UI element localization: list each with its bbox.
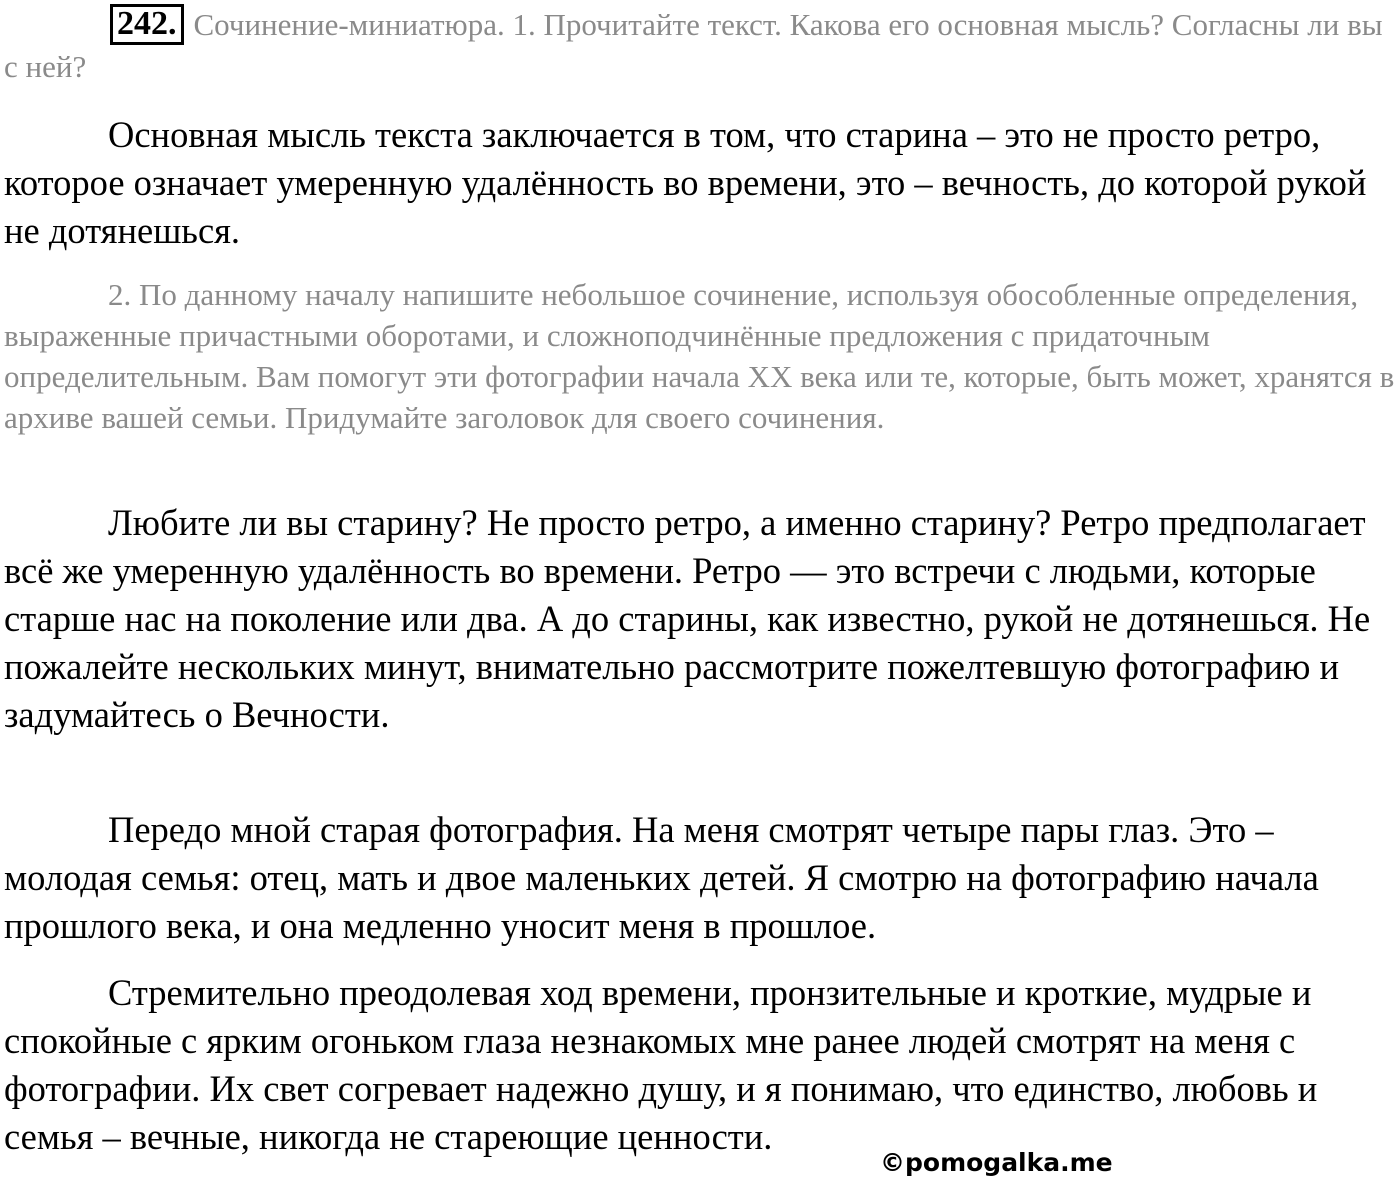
task-instruction-2: 2. По данному началу напишите небольшое сочинение, используя обособленные определения, выраженные причастными оборотами, и сложноподчинённые предложения с придаточным определительным. Вам помогут эти фотографии начала XX века или те, которые, быть может, хранятся в архиве вашей семьи. Придумайте заголовок для своего сочинения.	[4, 277, 1395, 435]
task-header	[4, 4, 1396, 88]
answer-main-idea: Основная мысль текста заключается в том, что старина – это не просто ретро, которое означает умеренную удалённость во времени, это – вечность, до которой рукой не дотянешься.	[4, 114, 1367, 251]
essay-paragraph-3: Стремительно преодолевая ход времени, пронзительные и кроткие, мудрые и спокойные с ярким огоньком глаза незнакомых мне ранее людей смотрят на меня с фотографии. Их свет согревает надежно душу, и я понимаю, что единство, любовь и семья – вечные, никогда не стареющие ценности.	[4, 972, 1318, 1157]
essay-paragraph-2: Передо мной старая фотография. На меня смотрят четыре пары глаз. Это – молодая семья: отец, мать и двое маленьких детей. Я смотрю на фотографию начала прошлого века, и она медленно уносит меня в прошлое.	[4, 809, 1319, 946]
essay-paragraph-1: Любите ли вы старину? Не просто ретро, а именно старину? Ретро предполагает всё же умеренную удалённость во времени. Ретро — это встречи с людьми, которые старше нас на поколение или два. А до старины, как известно, рукой не дотянешься. Не пожалейте нескольких минут, внимательно рассмотрите пожелтевшую фотографию и задумайтесь о Вечности.	[4, 502, 1371, 735]
site-watermark: ©pomogalka.me	[880, 1148, 1113, 1177]
task-header-text: Сочинение-миниатюра. 1. Прочитайте текст. Какова его основная мысль? Согласны ли вы с ней?	[4, 7, 1383, 84]
task-number-box: 242.	[110, 4, 184, 45]
